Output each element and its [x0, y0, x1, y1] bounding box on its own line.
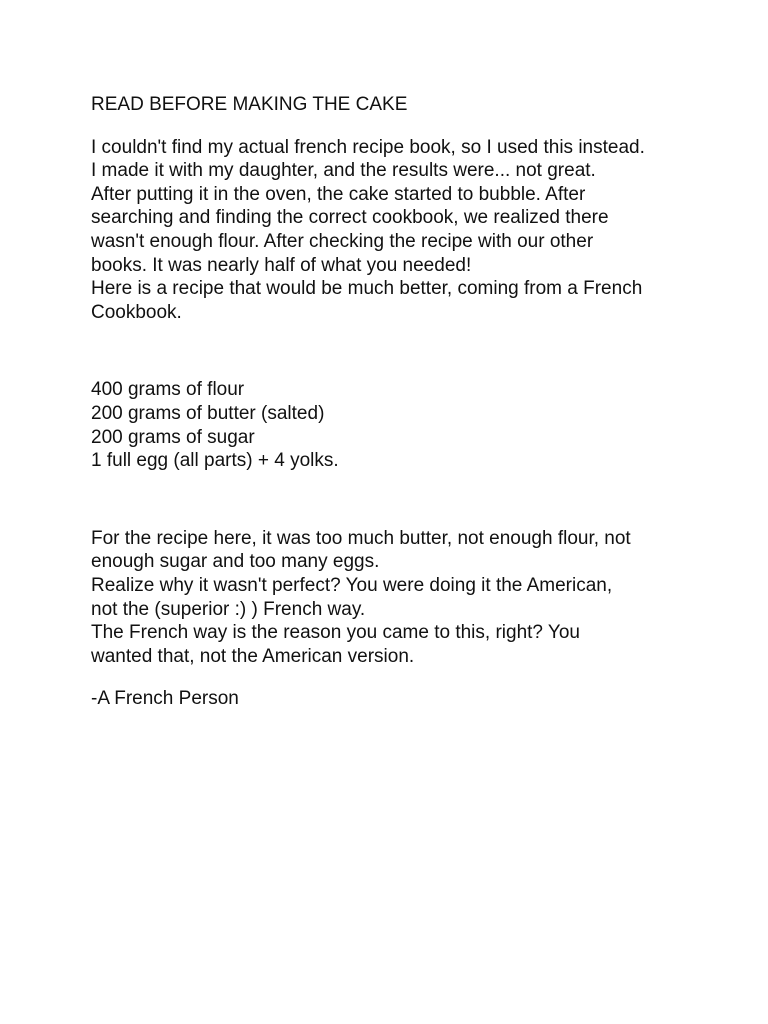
- document-title: READ BEFORE MAKING THE CAKE: [91, 94, 408, 115]
- ingredient-item: 200 grams of sugar: [91, 426, 255, 448]
- notes-line: not the (superior :) ) French way.: [91, 598, 366, 620]
- signature: [91, 687, 731, 711]
- signature-text: -A French Person: [91, 688, 239, 710]
- intro-line: wasn't enough flour. After checking the recipe with our other: [91, 230, 594, 252]
- intro-line: I made it with my daughter, and the results were... not great.: [91, 160, 596, 182]
- document-page: [91, 93, 731, 711]
- ingredient-item: 400 grams of flour: [91, 379, 245, 401]
- intro-line: searching and finding the correct cookbook, we realized there: [91, 207, 609, 229]
- notes-line: wanted that, not the American version.: [91, 645, 415, 667]
- ingredients-list: [91, 378, 731, 472]
- notes-line: The French way is the reason you came to this, right? You: [91, 622, 580, 644]
- intro-line: I couldn't find my actual french recipe book, so I used this instead.: [91, 136, 645, 158]
- ingredient-item: 1 full egg (all parts) + 4 yolks.: [91, 450, 339, 472]
- intro-paragraph: [91, 136, 731, 325]
- intro-line: books. It was nearly half of what you needed!: [91, 254, 472, 276]
- notes-line: Realize why it wasn't perfect? You were doing it the American,: [91, 574, 613, 596]
- intro-line: Here is a recipe that would be much better, coming from a French: [91, 278, 643, 300]
- intro-line: After putting it in the oven, the cake started to bubble. After: [91, 183, 586, 205]
- intro-line: Cookbook.: [91, 301, 182, 323]
- notes-line: enough sugar and too many eggs.: [91, 551, 380, 573]
- notes-paragraph: [91, 527, 731, 669]
- notes-line: For the recipe here, it was too much butter, not enough flour, not: [91, 527, 631, 549]
- ingredient-item: 200 grams of butter (salted): [91, 402, 325, 424]
